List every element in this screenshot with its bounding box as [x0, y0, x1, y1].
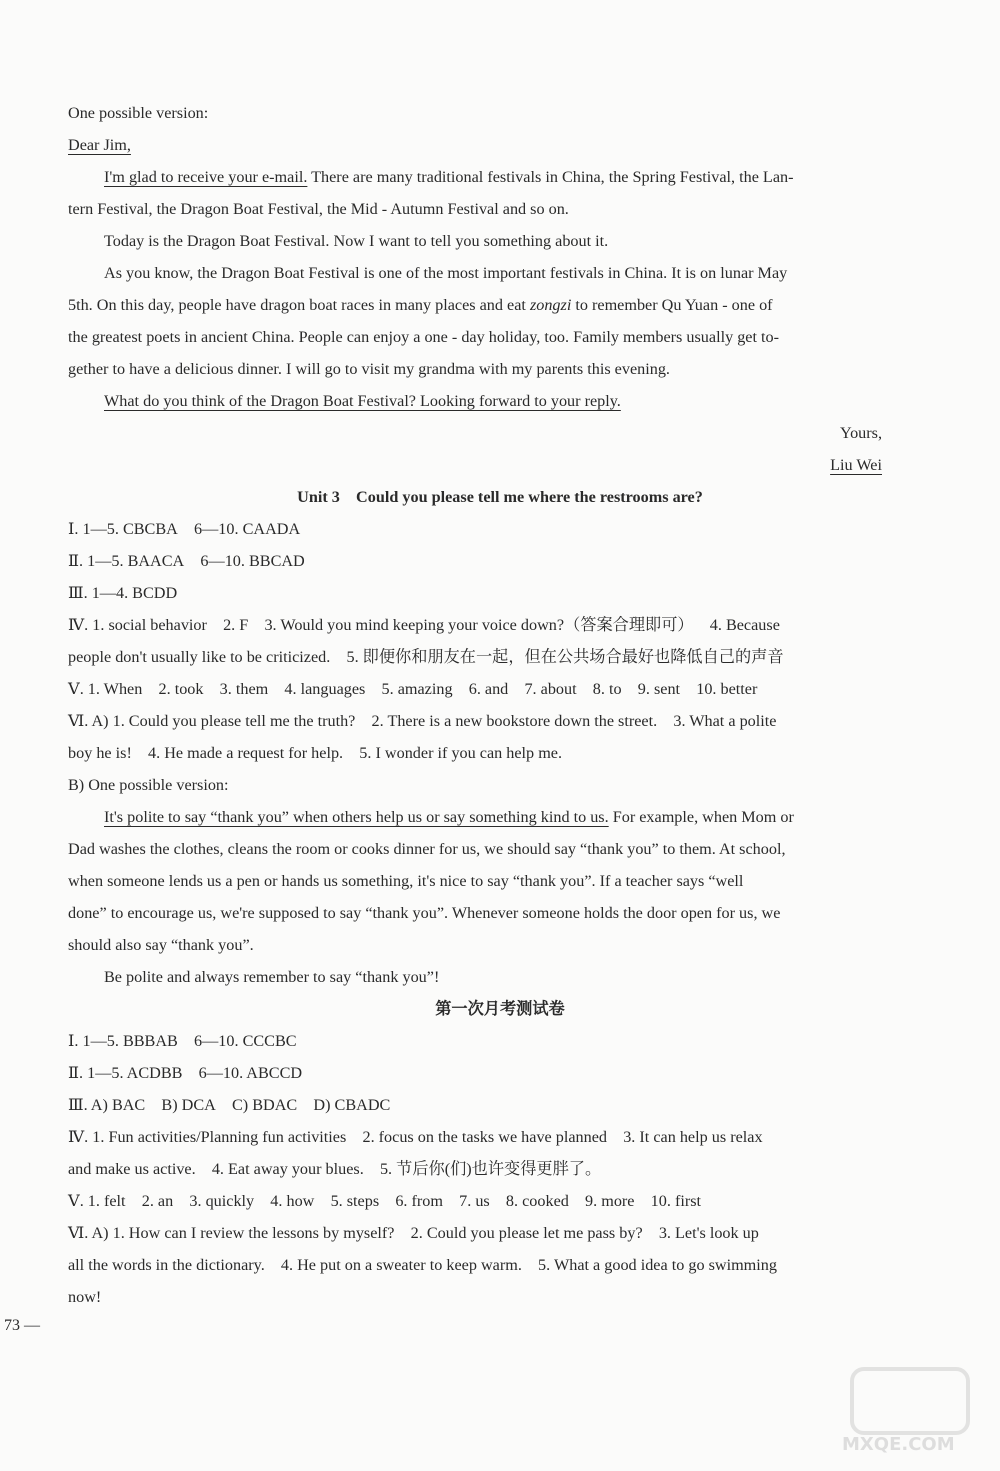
unit3-section-IV-line2: people don't usually like to be criticized. 5. 即便你和朋友在一起，但在公共场合最好也降低自己的声音	[68, 648, 784, 666]
p3-line2-a: 5th. On this day, people have dragon boat races in many places and eat	[68, 296, 530, 314]
essay-line1-rest: For example, when Mom or	[608, 808, 794, 826]
unit3-section-III: Ⅲ. 1—4. BCDD	[68, 584, 178, 602]
letter-p1-line2: tern Festival, the Dragon Boat Festival, the Mid - Autumn Festival and so on.	[68, 200, 569, 218]
letter-p4	[104, 391, 621, 411]
page-number: 73 —	[4, 1317, 40, 1334]
essay-line5: should also say “thank you”.	[68, 936, 254, 954]
watermark-logo	[832, 1361, 982, 1461]
exam-section-VI-line3: now!	[68, 1288, 102, 1306]
unit3-section-IV-line1: Ⅳ. 1. social behavior 2. F 3. Would you mind keeping your voice down?（答案合理即可） 4. Because	[68, 616, 780, 634]
signature-text: Liu Wei	[830, 456, 882, 474]
exam-section-I: Ⅰ. 1—5. BBBAB 6—10. CCCBC	[68, 1032, 297, 1050]
letter-closing: Yours,	[840, 424, 882, 442]
letter-p3-line1: As you know, the Dragon Boat Festival is one of the most important festivals in China. It is on lunar May	[104, 264, 788, 282]
letter-p1-line1	[104, 167, 794, 187]
letter-intro: One possible version:	[68, 104, 209, 122]
p4-text: What do you think of the Dragon Boat Festival? Looking forward to your reply.	[104, 392, 621, 410]
essay-line1	[104, 807, 794, 827]
essay-line3: when someone lends us a pen or hands us something, it's nice to say “thank you”. If a teacher says “well	[68, 872, 744, 890]
watermark-seal-icon	[850, 1367, 970, 1435]
unit3-section-I: Ⅰ. 1—5. CBCBA 6—10. CAADA	[68, 520, 301, 538]
exam-section-IV-line2: and make us active. 4. Eat away your blues. 5. 节后你(们)也许变得更胖了。	[68, 1160, 602, 1178]
p3-line2-b: to remember Qu Yuan - one of	[571, 296, 773, 314]
essay-line4: done” to encourage us, we're supposed to say “thank you”. Whenever someone holds the door open for us, we	[68, 904, 781, 922]
p1-rest: There are many traditional festivals in China, the Spring Festival, the Lan-	[307, 168, 794, 186]
greeting-text: Dear Jim,	[68, 136, 131, 154]
letter-p3-line2	[68, 295, 773, 315]
essay-line6: Be polite and always remember to say “thank you”!	[104, 968, 440, 986]
unit3-section-VI-A-line2: boy he is! 4. He made a request for help. 5. I wonder if you can help me.	[68, 744, 563, 762]
watermark-text: MXQE.COM	[842, 1434, 955, 1455]
p3-line2-italic: zongzi	[529, 296, 572, 314]
unit3-section-II: Ⅱ. 1—5. BAACA 6—10. BBCAD	[68, 552, 305, 570]
unit3-section-V: Ⅴ. 1. When 2. took 3. them 4. languages 5. amazing 6. and 7. about 8. to 9. sent 10. better	[68, 680, 758, 698]
essay-line2: Dad washes the clothes, cleans the room or cooks dinner for us, we should say “thank you” to them. At school,	[68, 840, 786, 858]
letter-greeting	[68, 135, 131, 155]
exam-section-IV-line1: Ⅳ. 1. Fun activities/Planning fun activities 2. focus on the tasks we have planned 3. It can help us relax	[68, 1128, 763, 1146]
unit3-section-VI-A-line1: Ⅵ. A) 1. Could you please tell me the truth? 2. There is a new bookstore down the street. 3. What a polite	[68, 712, 777, 730]
letter-p3-line4: gether to have a delicious dinner. I will go to visit my grandma with my parents this evening.	[68, 360, 670, 378]
exam-section-III: Ⅲ. A) BAC B) DCA C) BDAC D) CBADC	[68, 1096, 391, 1114]
exam-section-VI-line2: all the words in the dictionary. 4. He put on a sweater to keep warm. 5. What a good idea to go swimming	[68, 1256, 777, 1274]
unit3-title: Unit 3 Could you please tell me where the restrooms are?	[297, 488, 703, 506]
unit3-section-VI-B-intro: B) One possible version:	[68, 776, 229, 794]
letter-p3-line3: the greatest poets in ancient China. People can enjoy a one - day holiday, too. Family members usually get to-	[68, 328, 780, 346]
exam-section-V: Ⅴ. 1. felt 2. an 3. quickly 4. how 5. steps 6. from 7. us 8. cooked 9. more 10. first	[68, 1192, 702, 1210]
essay-line1-underlined: It's polite to say “thank you” when others help us or say something kind to us.	[104, 808, 609, 826]
letter-signature	[830, 455, 882, 475]
exam-section-II: Ⅱ. 1—5. ACDBB 6—10. ABCCD	[68, 1064, 303, 1082]
exam-section-VI-line1: Ⅵ. A) 1. How can I review the lessons by myself? 2. Could you please let me pass by? 3. Let's look up	[68, 1224, 759, 1242]
p1-underlined: I'm glad to receive your e-mail.	[104, 168, 308, 186]
letter-p2: Today is the Dragon Boat Festival. Now I want to tell you something about it.	[104, 232, 609, 250]
exam-title: 第一次月考测试卷	[435, 1000, 565, 1018]
